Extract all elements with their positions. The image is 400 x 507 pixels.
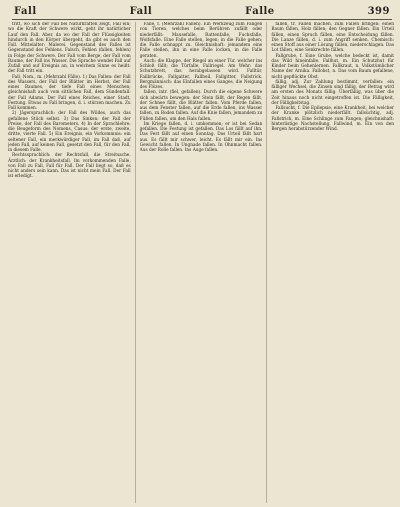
paragraph: fallen, intr. (fiel, gefallen). Durch die eigene Schwere sich abwärts bewegen: der Stein fällt, der Regen fällt, der Schnee fällt, die Blätter fallen. Vom Pferde fallen, aus dem Fenster fallen, auf die Erde fallen, ins Wasser fallen, zu Boden fallen. Auf die Knie fallen, jemandem zu Füßen fallen, um den Hals fallen. — [139, 90, 263, 122]
paragraph: Falle, f. (Mehrzahl Fallen). Ein Werkzeug zum Fangen von Tieren, welches beim Berühren zufällt oder niederfällt: Mausefalle, Rattenfalle, Fuchsfalle, Wolfsfalle. Eine Falle stellen, legen; in die Falle gehen; die Falle schnappt zu. Gleichnishaft: jemandem eine Falle stellen, ihn in eine Falle locken, in die Falle geraten. — [139, 22, 263, 59]
paragraph: Auch: die Klappe, der Riegel an einer Tür, welcher ins Schloß fällt; die Türfalle, Fallriegel. Am Wehr: das Schutzbrett, das herabgelassen wird. Falltür, Fallbrücke, Fallgatter, Fallbeil, Fallgitter, Fallstrick. Bergmännisch: das Einfallen eines Ganges, die Neigung des Flözes. — [139, 58, 263, 90]
column-divider — [135, 22, 136, 503]
paragraph: fällig, adj. Zur Zahlung bestimmt, verfallen: ein fälliger Wechsel, die Zinsen sind fällig, der Betrag wird am ersten des Monats fällig. Überfällig, was über die Zeit hinaus noch nicht eingetroffen ist. Die Fälligkeit, der Fälligkeitstag. — [271, 79, 395, 106]
paragraph: Fallsucht, f. Die Epilepsie, eine Krankheit, bei welcher der Kranke plötzlich niederfällt. fallsüchtig, adj. Fallstrick, m. Eine Schlinge zum Fangen; gleichnishaft: hinterlistige Nachstellung. Fallwind, m. Ein von den Bergen herabstürzender Wind. — [271, 106, 395, 132]
paragraph: tritt, wo sich der Fall bei Naturkräften zeigt, Fall ein; wo die Kraft der Schwere wirkt, geht ihr natürlicher Lauf den Fall. Aber, da wo der Fall der Flüssigkeiten hindurch in den Körper übergeht, da gibt es auch den Fall. Mittelalter: Malerei. Gegenstand des Falles ist Gegenstand des Fehlens. Falsch, Fehlen (fallen, fehlen) in Folge der Schwere. Der Fall vom Berge, der Fall vom Baume, der Fall ins Wasser. Die Sprache wendet Fall auf Zufall und auf Ereignis an, in welchem Sinne es heißt: der Fall tritt ein. — [8, 22, 131, 75]
column-divider — [266, 22, 267, 503]
column-3 — [271, 22, 394, 503]
paragraph: Fallgrube, f. Eine Grube, welche bedeckt ist, damit das Wild hineinfalle. Fallhut, m. Ein Schutzhut für Kinder beim Gehenlernen. Fallkraut, n. Volkstümlicher Name der Arnika. Fallobst, n. Das vom Baum gefallene, nicht gepflückte Obst. — [271, 53, 395, 80]
paragraph: 2) Jägersprachlich: der Fall des Wildes, auch das gefallene Stück selbst. 3) Das Sinken: der Fall der Preise, der Fall des Barometers. 4) In der Sprachlehre: die Beugeform des Nomens, Casus: der erste, zweite, dritte, vierte Fall. 5) Ein Ereignis, ein Vorkommnis: ein seltener Fall, ein merkwürdiger Fall, im Fall daß, auf jeden Fall, auf keinen Fall, gesetzt den Fall, für den Fall, in diesem Falle. — [8, 111, 131, 153]
paragraph: Fall, Nom., m. (Mehrzahl Fälle). 1) Das Fallen: der Fall des Wassers, der Fall der Blätter im Herbst, der Fall eines Baumes, der tiefe Fall eines Menschen; gleichnishaft auch vom sittlichen Fall, dem Sündenfall: der Fall Adams. Der Fall eines Reiches, einer Stadt, Festung. Etwas zu Fall bringen, d. i. stürzen machen. Zu Fall kommen. — [8, 74, 131, 111]
paragraph: Rechtssprachlich: der Rechtsfall, die Streitsache. Ärztlich: der Krankheitsfall. Im vorkommenden Falle, von Fall zu Fall, Fall für Fall. Der Fall liegt so, daß es nicht anders sein kann. Das ist nicht mein Fall. Der Fall ist erledigt. — [8, 153, 131, 180]
running-header — [14, 4, 390, 18]
header-center-word: Fall — [129, 5, 153, 17]
header-left-word: Fall — [14, 5, 37, 17]
header-rule — [12, 19, 392, 20]
page-number: 399 — [367, 5, 390, 17]
column-1 — [8, 22, 131, 503]
text-columns — [8, 22, 394, 503]
column-2 — [140, 22, 263, 503]
paragraph: Im Kriege fallen, d. i. umkommen; er ist bei Sedan gefallen. Die Festung ist gefallen. Das Los fällt auf ihn. Das Fest fällt auf einen Sonntag. Das Urteil fällt hart aus. Es fällt mir schwer, leicht. Es fällt mir ein. Ins Gewicht fallen. In Ungnade fallen. In Ohnmacht fallen. Aus der Rolle fallen. Ins Auge fallen. — [139, 121, 263, 153]
header-right-word: Falle — [245, 5, 275, 17]
paragraph: fällen, tr. Fallen machen, zum Fallen bringen: einen Baum fällen, Holz fällen; den Gegner fällen. Ein Urteil fällen, einen Spruch fällen, eine Entscheidung fällen. Die Lanze fällen, d. i. zum Angriff senken. Chemisch: einen Stoff aus einer Lösung fällen, niederschlagen. Das Lot fällen, eine Senkrechte fällen. — [271, 22, 395, 54]
